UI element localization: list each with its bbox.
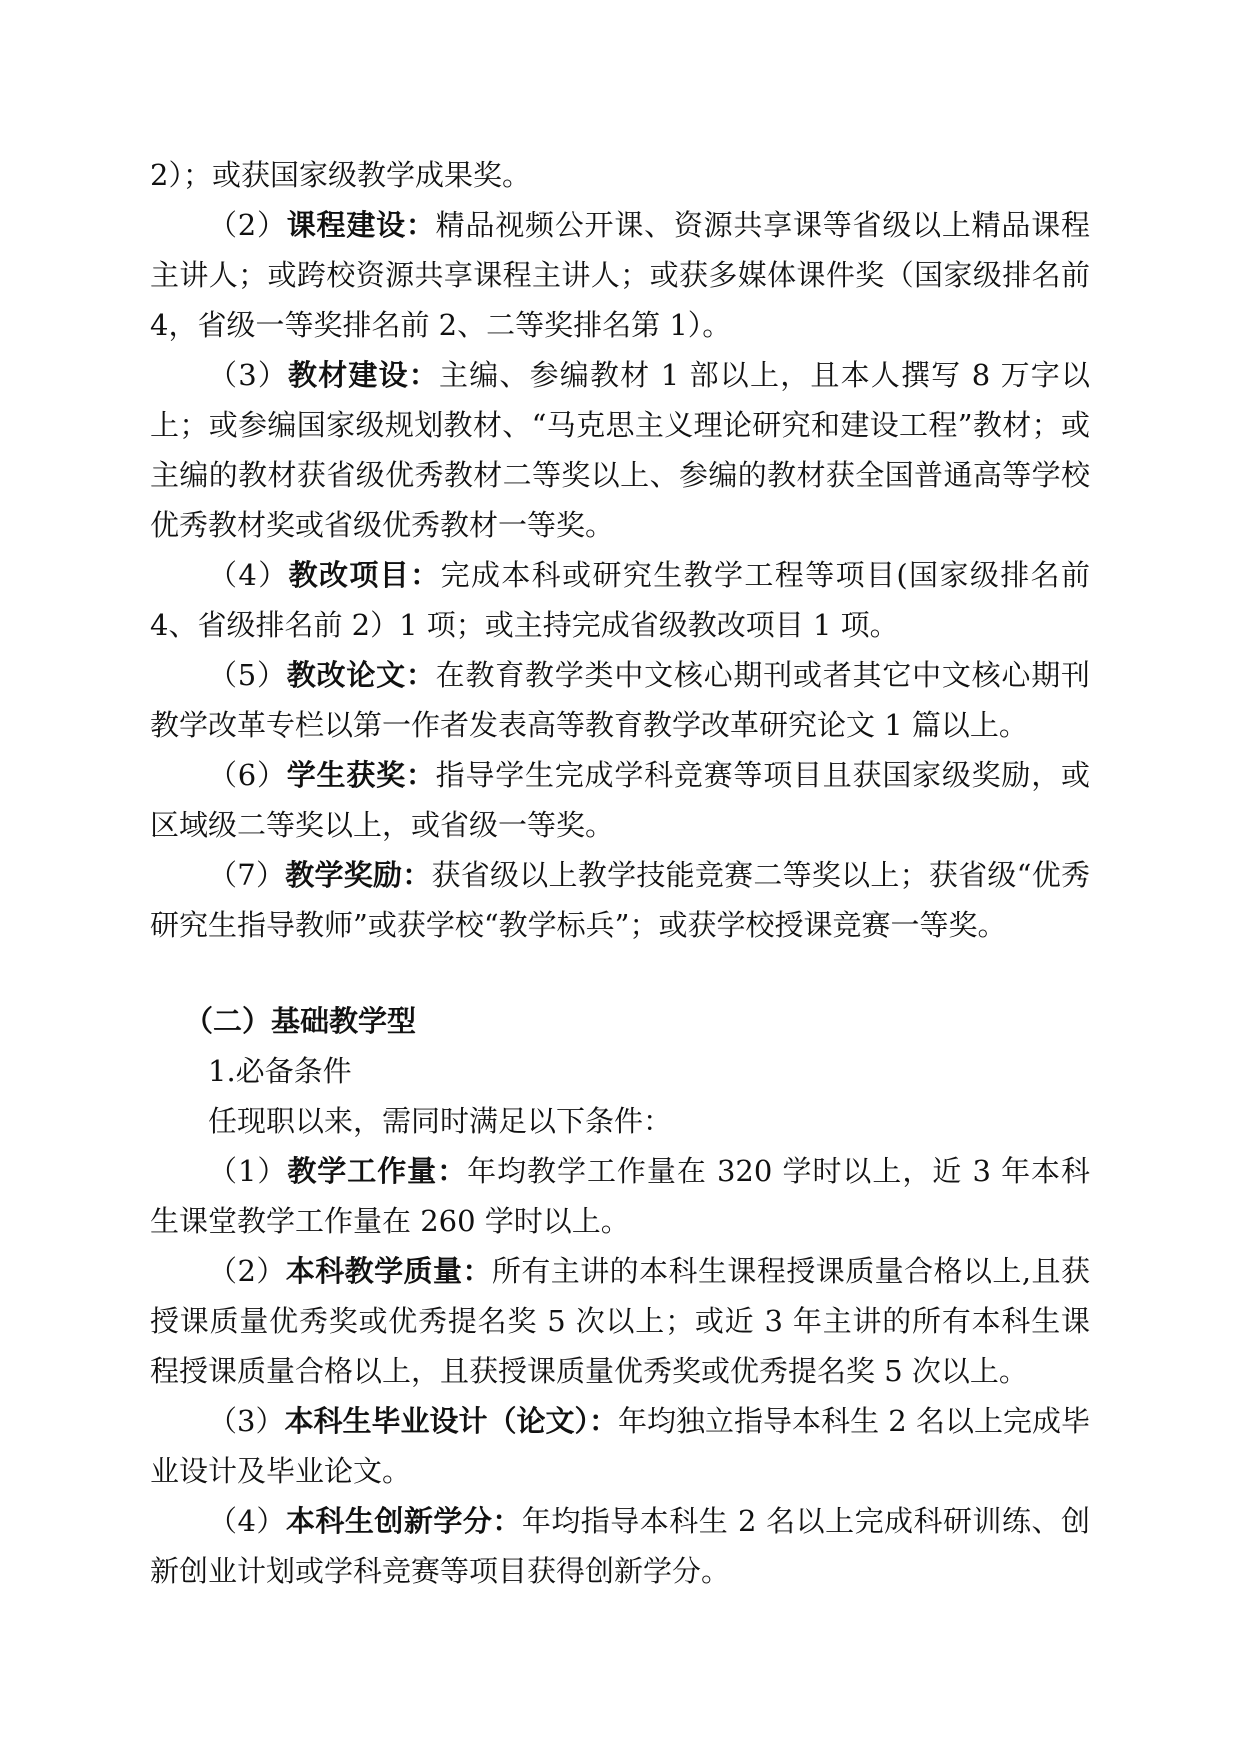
- item-teaching-awards: [150, 850, 1090, 950]
- item-course-construction: [150, 200, 1090, 350]
- item-text: 精品视频公开课、资源共享课等省级以上精品课程主讲人；或跨校资源共享课程主讲人；或获多媒体课件奖（国家级排名前 4，省级一等奖排名前 2、二等奖排名第 1）。: [150, 208, 1090, 342]
- item-label: 本科生创新学分：: [285, 1504, 522, 1538]
- item-undergraduate-teaching-quality: [150, 1246, 1090, 1396]
- item-number: （5）: [208, 658, 287, 692]
- item-label: 教学奖励：: [285, 858, 432, 892]
- item-label: 学生获奖：: [286, 758, 436, 792]
- item-teaching-workload: [150, 1146, 1090, 1246]
- item-label: 教材建设：: [288, 358, 439, 392]
- item-text: 年均教学工作量在 320 学时以上，近 3 年本科生课堂教学工作量在 260 学时以上。: [150, 1154, 1090, 1238]
- item-label: 教改论文：: [286, 658, 436, 692]
- lead-paragraph: 任现职以来，需同时满足以下条件：: [208, 1104, 673, 1138]
- item-number: （7）: [208, 858, 286, 892]
- item-label: 课程建设：: [286, 208, 436, 242]
- item-textbook-construction: [150, 350, 1090, 550]
- item-number: （2）: [208, 1254, 286, 1288]
- item-number: （6）: [208, 758, 287, 792]
- item-text: 指导学生完成学科竞赛等项目且获国家级奖励，或区域级二等奖以上，或省级一等奖。: [150, 758, 1090, 842]
- item-number: （1）: [208, 1154, 288, 1188]
- item-text: 年均指导本科生 2 名以上完成科研训练、创新创业计划或学科竞赛等项目获得创新学分。: [150, 1504, 1090, 1588]
- item-text: 年均独立指导本科生 2 名以上完成毕业设计及毕业论文。: [150, 1404, 1090, 1488]
- subsection-title: 1.必备条件: [208, 1054, 352, 1088]
- item-number: （3）: [208, 1404, 285, 1438]
- item-text: 获省级以上教学技能竞赛二等奖以上；获省级“优秀研究生指导教师”或获学校“教学标兵”；或获学校授课竞赛一等奖。: [150, 858, 1091, 942]
- item-innovation-credits: [150, 1496, 1090, 1596]
- item-label: 教改项目：: [288, 558, 441, 592]
- intro-paragraph: 2）；或获国家级教学成果奖。: [150, 158, 531, 192]
- item-student-awards: [150, 750, 1090, 850]
- item-text: 主编、参编教材 1 部以上，且本人撰写 8 万字以上；或参编国家级规划教材、“马克思主义理论研究和建设工程”教材；或主编的教材获省级优秀教材二等奖以上、参编的教材获全国普通高等学校优秀教材奖或省级优秀教材一等奖。: [150, 358, 1090, 542]
- item-number: （3）: [208, 358, 289, 392]
- item-graduation-design: [150, 1396, 1090, 1496]
- document-page: [150, 150, 1090, 1596]
- item-number: （4）: [208, 1504, 286, 1538]
- item-text: 所有主讲的本科生课程授课质量合格以上,且获授课质量优秀奖或优秀提名奖 5 次以上；或近 3 年主讲的所有本科生课程授课质量合格以上，且获授课质量优秀奖或优秀提名奖 5 次以上。: [150, 1254, 1090, 1388]
- item-number: （2）: [208, 208, 287, 242]
- item-text: 在教育教学类中文核心期刊或者其它中文核心期刊教学改革专栏以第一作者发表高等教育教学改革研究论文 1 篇以上。: [150, 658, 1090, 742]
- item-teaching-reform-paper: [150, 650, 1090, 750]
- item-number: （4）: [208, 558, 289, 592]
- item-label: 本科教学质量：: [285, 1254, 492, 1288]
- section-heading: （二）基础教学型: [184, 1004, 417, 1038]
- item-text: 完成本科或研究生教学工程等项目(国家级排名前 4、省级排名前 2）1 项；或主持完成省级教改项目 1 项。: [150, 558, 1090, 642]
- item-label: 教学工作量：: [287, 1154, 468, 1188]
- item-label: 本科生毕业设计（论文）：: [284, 1404, 619, 1438]
- item-teaching-reform-project: [150, 550, 1090, 650]
